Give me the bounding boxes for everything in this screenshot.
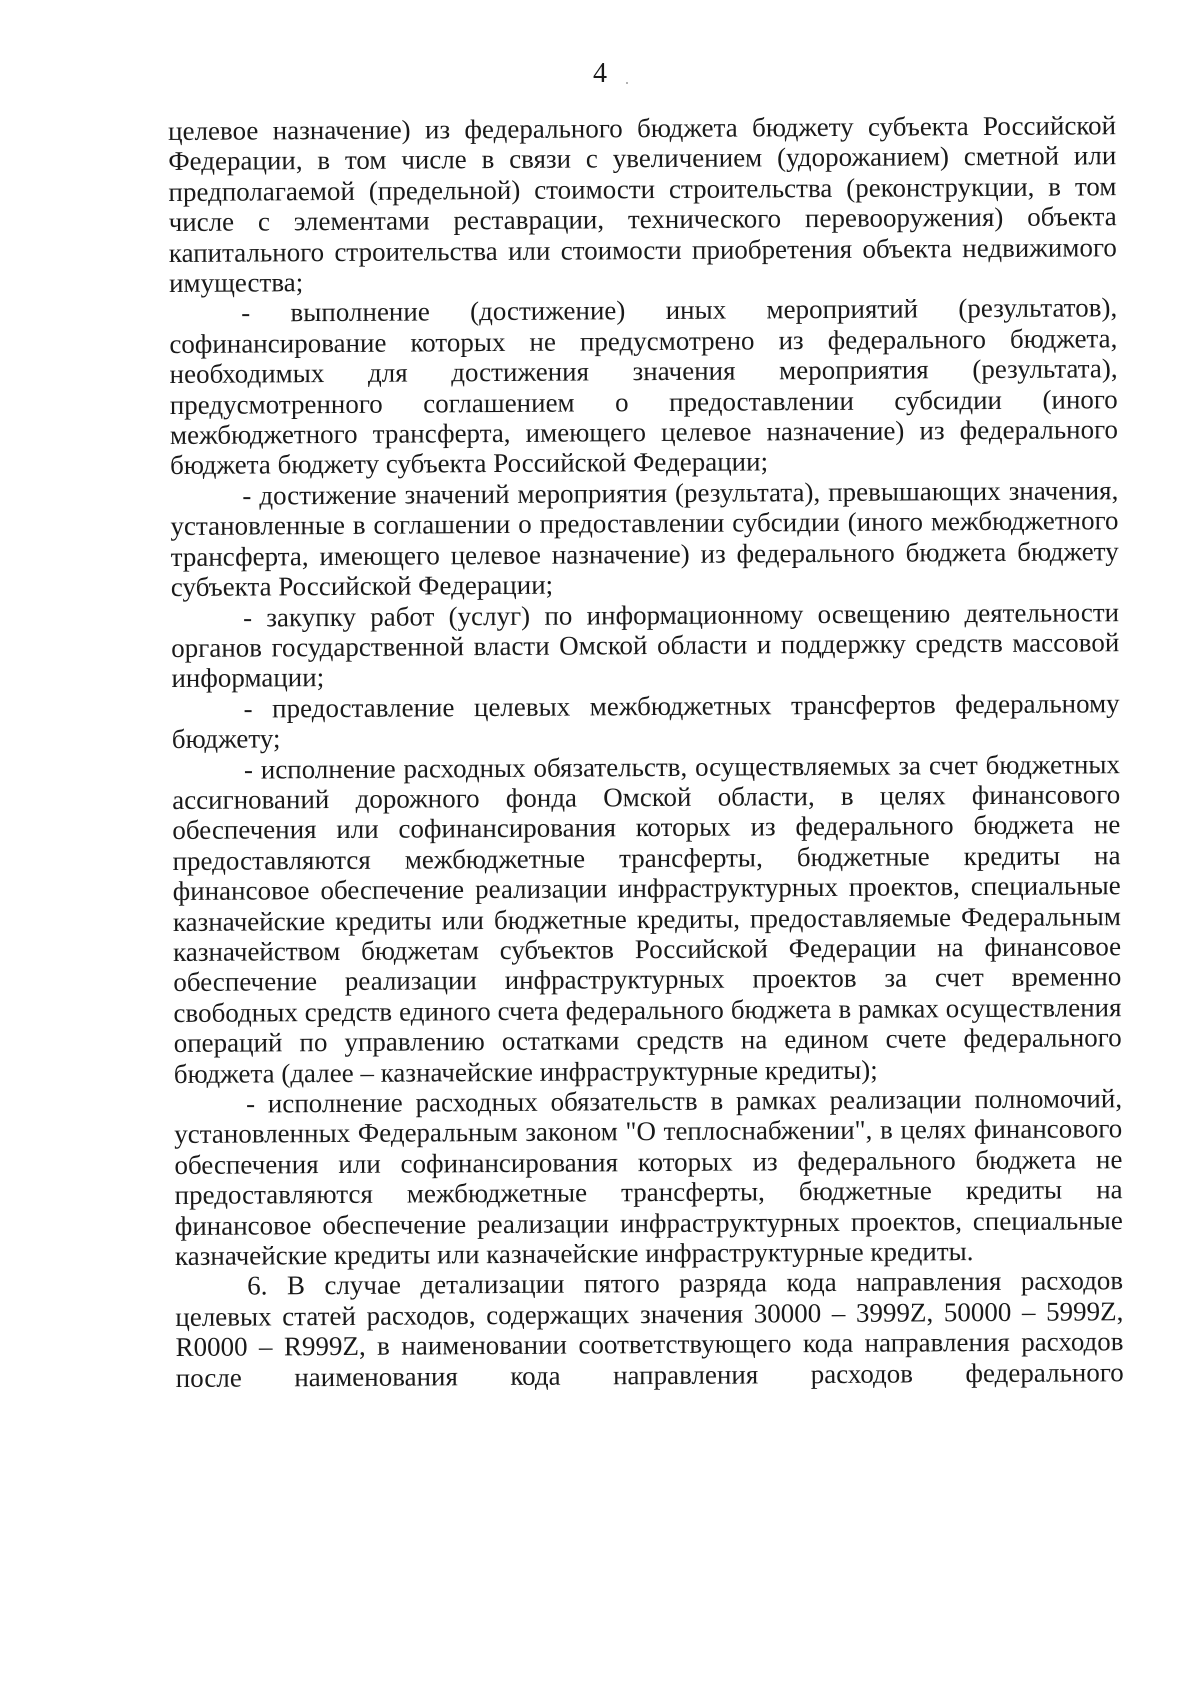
paragraph-list-item: - предоставление целевых межбюджетных трансфертов федеральному бюджету; <box>171 687 1120 755</box>
paragraph-list-item: - закупку работ (услуг) по информационному освещению деятельности органов государственной власти Омской области и поддержку средств массовой информации; <box>171 596 1120 694</box>
paragraph-list-item: - достижение значений мероприятия (результата), превышающих значения, установленные в соглашении о предоставлении субсидии (иного межбюджетного трансферта, имеющего целевое назначение) из федерального бюджета бюджету субъекта Российской Федерации; <box>170 475 1119 603</box>
scan-speck <box>626 82 628 84</box>
paragraph-list-item: - исполнение расходных обязательств, осуществляемых за счет бюджетных ассигнований дорожного фонда Омской области, в целях финансового обеспечения или софинансирования которых из федерального бюджета не предоставляются межбюджетные трансферты, бюджетные кредиты на финансовое обеспечение реализации инфраструктурных проектов, специальные казначейские кредиты или бюджетные кредиты, предоставляемые Федеральным казначейством бюджетам субъектов Российской Федерации на финансовое обеспечение реализации инфраструктурных проектов за счет временно свободных средств единого счета федерального бюджета в рамках осуществления операций по управлению остатками средств на едином счете федерального бюджета (далее – казначейские инфраструктурные кредиты); <box>172 748 1122 1089</box>
paragraph-list-item: - исполнение расходных обязательств в рамках реализации полномочий, установленных Федеральным законом "О теплоснабжении", в целях финансового обеспечения или софинансирования которых из федерального бюджета не предоставляются межбюджетные трансферты, бюджетные кредиты на финансовое обеспечение реализации инфраструктурных проектов, специальные казначейские кредиты или казначейские инфраструктурные кредиты. <box>174 1083 1123 1272</box>
paragraph-list-item: - выполнение (достижение) иных мероприятий (результатов), софинансирование которых не предусмотрено из федерального бюджета, необходимых для достижения значения мероприятия (результата), предусмотренного соглашением о предоставлении субсидии (иного межбюджетного трансферта, имеющего целевое назначение) из федерального бюджета бюджету субъекта Российской Федерации; <box>169 292 1119 481</box>
paragraph-continuation: целевое назначение) из федерального бюджета бюджету субъекта Российской Федерации, в том числе в связи с увеличением (удорожанием) сметной или предполагаемой (предельной) стоимости строительства (реконструкции, в том числе с элементами реставрации, технического перевооружения) объекта капитального строительства или стоимости приобретения объекта недвижимого имущества; <box>168 110 1117 299</box>
page-number: 4 <box>593 58 607 89</box>
paragraph-item-6: 6. В случае детализации пятого разряда кода направления расходов целевых статей расходов, содержащих значения 30000 – 3999Z, 50000 – 5999Z, R0000 – R999Z, в наименовании соответствующего кода направления расходов после наименования кода направления расходов федерального <box>175 1265 1124 1393</box>
document-body <box>168 110 1124 1393</box>
